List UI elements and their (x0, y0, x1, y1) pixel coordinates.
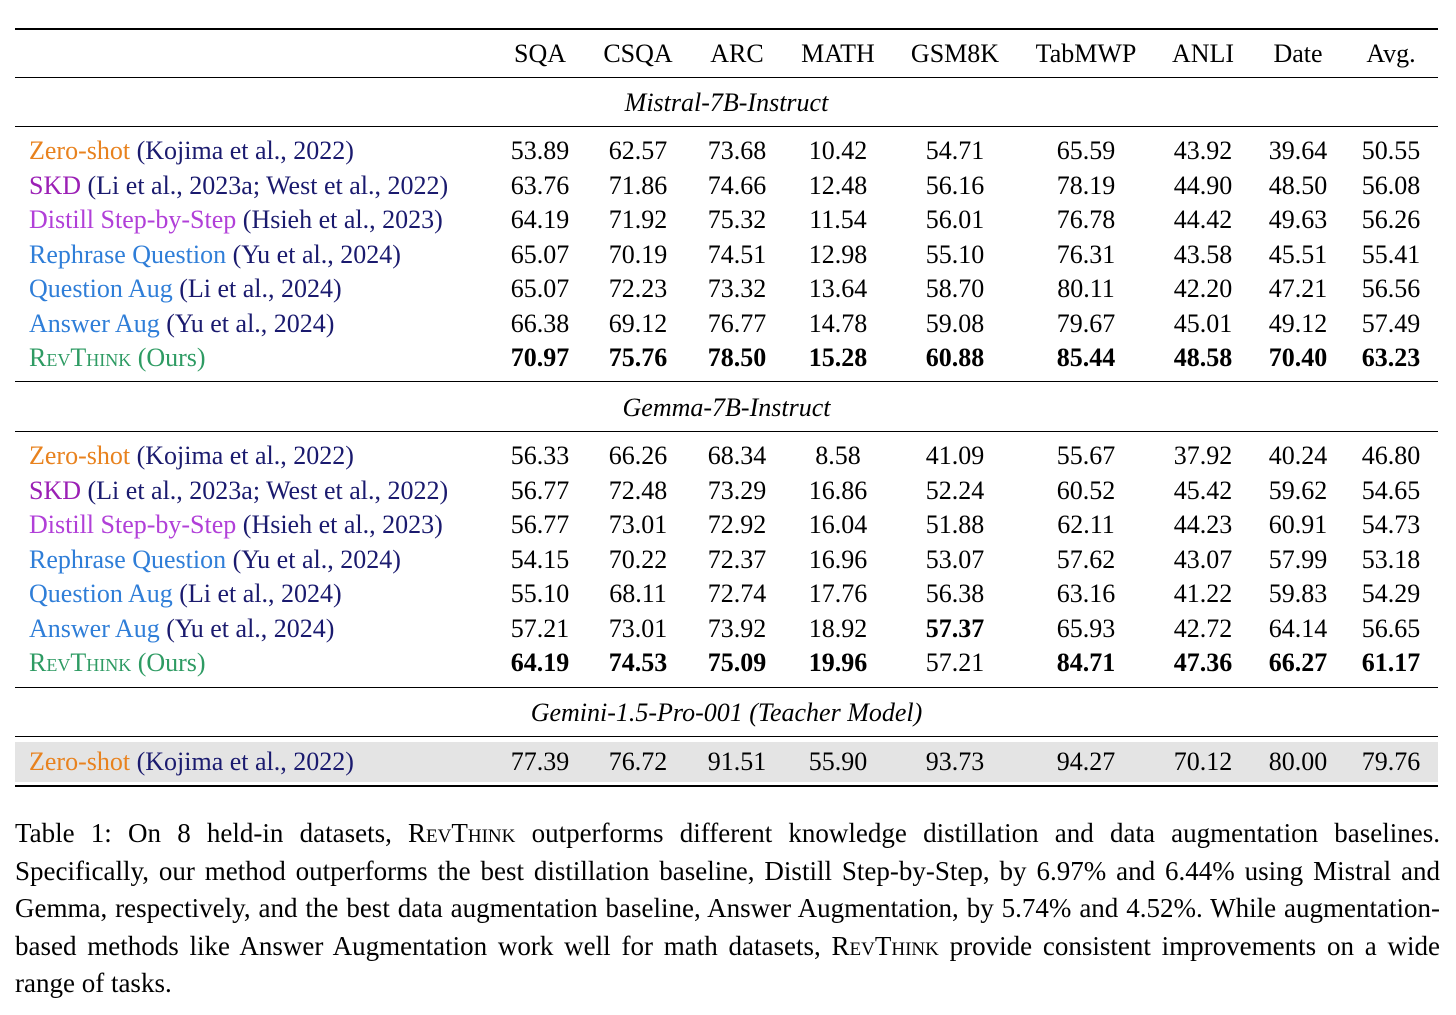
method-name: Rephrase Question (29, 239, 227, 269)
value-cell: 73.29 (707, 475, 767, 505)
table-row (15, 439, 1438, 473)
value-cell: 76.31 (1056, 239, 1116, 269)
value-cell: 54.73 (1361, 510, 1421, 539)
value-cell: 64.14 (1268, 613, 1328, 643)
table-rule (15, 785, 1438, 787)
value-cell: 45.01 (1173, 308, 1233, 338)
method-name: Zero-shot (29, 441, 131, 470)
value-cell: 45.42 (1173, 475, 1233, 505)
table-row (15, 203, 1438, 237)
value-cell: 72.74 (707, 579, 767, 608)
value-cell: 57.21 (925, 648, 985, 677)
method-name: Question Aug (29, 579, 173, 608)
value-cell: 42.72 (1173, 613, 1233, 643)
value-cell: 18.92 (808, 613, 868, 643)
value-cell: 91.51 (707, 747, 767, 776)
method-cell (29, 238, 401, 272)
value-cell: 78.50 (707, 343, 767, 372)
method-cell (29, 745, 354, 779)
method-name: RevThink (408, 818, 516, 848)
citation: (Yu et al., 2024) (166, 308, 335, 338)
citation: (Ours) (137, 648, 206, 677)
method-cell (29, 474, 448, 508)
table-row (15, 272, 1438, 306)
value-cell: 73.01 (608, 613, 668, 643)
value-cell: 56.38 (925, 579, 985, 608)
value-cell: 68.34 (707, 441, 767, 470)
value-cell: 74.51 (707, 239, 767, 269)
method-name: Zero-shot (29, 136, 131, 165)
group-title: Gemma-7B-Instruct (622, 393, 831, 422)
value-cell: 47.36 (1173, 648, 1233, 677)
table-caption (15, 815, 1440, 1003)
value-cell: 64.19 (510, 648, 570, 677)
value-cell: 75.76 (608, 343, 668, 372)
table-rule (15, 687, 1438, 688)
value-cell: 78.19 (1056, 170, 1116, 200)
value-cell: 72.92 (707, 510, 767, 539)
value-cell: 76.72 (608, 747, 668, 776)
value-cell: 52.24 (925, 475, 985, 505)
caption-text: On 8 held-in datasets, (128, 818, 409, 848)
value-cell: 75.09 (707, 648, 767, 677)
value-cell: 70.22 (608, 544, 668, 574)
table-row (15, 474, 1438, 508)
method-cell (29, 169, 448, 203)
citation: (Kojima et al., 2022) (136, 441, 354, 470)
method-name: Distill Step-by-Step (29, 510, 237, 539)
value-cell: 46.80 (1361, 441, 1421, 470)
value-cell: 48.50 (1268, 170, 1328, 200)
value-cell: 11.54 (809, 205, 867, 234)
value-cell: 65.07 (510, 239, 570, 269)
value-cell: 73.32 (707, 274, 767, 303)
value-cell: 55.41 (1361, 239, 1421, 269)
method-name: Distill Step-by-Step (29, 205, 237, 234)
value-cell: 15.28 (808, 343, 868, 372)
value-cell: 53.07 (925, 544, 985, 574)
value-cell: 57.37 (925, 613, 985, 643)
value-cell: 37.92 (1173, 441, 1233, 470)
method-cell (29, 508, 443, 542)
table-row (15, 307, 1438, 341)
value-cell: 66.27 (1268, 648, 1328, 677)
value-cell: 70.97 (510, 343, 570, 372)
value-cell: 73.01 (608, 510, 668, 539)
table-row (15, 577, 1438, 611)
value-cell: 63.16 (1056, 579, 1116, 608)
method-cell (29, 307, 334, 341)
value-cell: 56.08 (1361, 170, 1421, 200)
caption-text: outperforms different knowledge distillation and data augmentation baselines. Specifically, our method outperforms the best distillation baseline, Distill Step-by-Step, by 6.97% and 6.44% using Mistral and Gemma, respectively, and the best data augmentation baseline, Answer Augmentation, by 5.74% and 4.52%. While augmentation-based methods like Answer Augmentation work well for math datasets, (15, 818, 1441, 961)
caption-label: Table 1: (15, 818, 112, 848)
table-row (15, 134, 1438, 168)
table-row (15, 341, 1438, 375)
value-cell: 48.58 (1173, 343, 1233, 372)
value-cell: 55.90 (808, 747, 868, 776)
value-cell: 73.92 (707, 613, 767, 643)
table-rule (15, 736, 1438, 737)
value-cell: 12.98 (808, 239, 868, 269)
value-cell: 59.62 (1268, 475, 1328, 505)
method-cell (29, 646, 206, 680)
value-cell: 59.08 (925, 308, 985, 338)
value-cell: 71.92 (608, 205, 668, 234)
value-cell: 70.12 (1173, 747, 1233, 776)
table-row (15, 238, 1438, 272)
column-header: CSQA (603, 39, 673, 68)
value-cell: 93.73 (925, 747, 985, 776)
value-cell: 60.52 (1056, 475, 1116, 505)
value-cell: 56.16 (925, 170, 985, 200)
value-cell: 75.32 (707, 205, 767, 234)
value-cell: 55.10 (925, 239, 985, 269)
column-header: MATH (801, 39, 875, 68)
value-cell: 56.56 (1361, 274, 1421, 303)
table-row (15, 508, 1438, 542)
column-header: SQA (513, 39, 566, 68)
citation: (Li et al., 2023a; West et al., 2022) (87, 170, 449, 200)
value-cell: 54.15 (510, 544, 570, 574)
value-cell: 57.99 (1268, 544, 1328, 574)
citation: (Yu et al., 2024) (232, 544, 401, 574)
value-cell: 58.70 (925, 274, 985, 303)
value-cell: 72.48 (608, 475, 668, 505)
citation: (Li et al., 2023a; West et al., 2022) (87, 475, 449, 505)
citation: (Li et al., 2024) (179, 579, 342, 608)
value-cell: 54.29 (1361, 579, 1421, 608)
value-cell: 74.66 (707, 170, 767, 200)
value-cell: 62.11 (1057, 510, 1115, 539)
value-cell: 44.23 (1173, 510, 1233, 539)
value-cell: 42.20 (1173, 274, 1233, 303)
column-header: GSM8K (910, 39, 1000, 68)
value-cell: 56.77 (510, 475, 570, 505)
value-cell: 10.42 (808, 136, 868, 165)
value-cell: 41.09 (925, 441, 985, 470)
method-cell (29, 577, 342, 611)
table-row (15, 612, 1438, 646)
method-name: Question Aug (29, 274, 173, 303)
value-cell: 17.76 (808, 579, 868, 608)
method-name: SKD (29, 475, 82, 505)
value-cell: 57.49 (1361, 308, 1421, 338)
value-cell: 43.92 (1173, 136, 1233, 165)
value-cell: 94.27 (1056, 747, 1116, 776)
value-cell: 63.23 (1361, 343, 1421, 372)
value-cell: 13.64 (808, 274, 868, 303)
method-cell (29, 134, 354, 168)
value-cell: 79.67 (1056, 308, 1116, 338)
value-cell: 84.71 (1056, 648, 1116, 677)
citation: (Kojima et al., 2022) (136, 747, 354, 776)
group-title: Mistral-7B-Instruct (624, 88, 829, 117)
value-cell: 56.77 (510, 510, 570, 539)
value-cell: 40.24 (1268, 441, 1328, 470)
value-cell: 60.88 (925, 343, 985, 372)
value-cell: 12.48 (808, 170, 868, 200)
value-cell: 66.38 (510, 308, 570, 338)
value-cell: 76.78 (1056, 205, 1116, 234)
value-cell: 68.11 (609, 579, 667, 608)
value-cell: 45.51 (1268, 239, 1328, 269)
value-cell: 64.19 (510, 205, 570, 234)
table-row (15, 543, 1438, 577)
value-cell: 55.67 (1056, 441, 1116, 470)
citation: (Ours) (137, 343, 206, 372)
value-cell: 43.58 (1173, 239, 1233, 269)
method-name: Rephrase Question (29, 544, 227, 574)
value-cell: 72.37 (707, 544, 767, 574)
value-cell: 53.89 (510, 136, 570, 165)
value-cell: 71.86 (608, 170, 668, 200)
column-header: Avg. (1366, 39, 1416, 68)
value-cell: 62.57 (608, 136, 668, 165)
value-cell: 56.33 (510, 441, 570, 470)
value-cell: 70.19 (608, 239, 668, 269)
value-cell: 49.63 (1268, 205, 1328, 234)
value-cell: 80.00 (1268, 747, 1328, 776)
value-cell: 55.10 (510, 579, 570, 608)
value-cell: 49.12 (1268, 308, 1328, 338)
method-cell (29, 543, 401, 577)
method-name: SKD (29, 170, 82, 200)
value-cell: 16.96 (808, 544, 868, 574)
value-cell: 65.07 (510, 274, 570, 303)
method-cell (29, 272, 342, 306)
citation: (Li et al., 2024) (179, 274, 342, 303)
citation: (Kojima et al., 2022) (136, 136, 354, 165)
value-cell: 74.53 (608, 648, 668, 677)
value-cell: 16.86 (808, 475, 868, 505)
table-rule (15, 431, 1438, 432)
value-cell: 43.07 (1173, 544, 1233, 574)
value-cell: 85.44 (1056, 343, 1116, 372)
group-title: Gemini-1.5-Pro-001 (Teacher Model) (530, 698, 923, 727)
value-cell: 8.58 (815, 441, 861, 470)
citation: (Hsieh et al., 2023) (242, 205, 443, 234)
value-cell: 79.76 (1361, 747, 1421, 776)
method-name: Answer Aug (29, 308, 160, 338)
value-cell: 54.71 (925, 136, 985, 165)
column-header: ARC (710, 39, 764, 68)
method-name: Zero-shot (29, 747, 131, 776)
table-row (15, 742, 1438, 782)
value-cell: 56.26 (1361, 205, 1421, 234)
value-cell: 56.01 (925, 205, 985, 234)
method-name: RevThink (29, 343, 132, 372)
column-header: ANLI (1171, 39, 1235, 68)
value-cell: 47.21 (1268, 274, 1328, 303)
value-cell: 19.96 (808, 648, 868, 677)
value-cell: 51.88 (925, 510, 985, 539)
value-cell: 73.68 (707, 136, 767, 165)
value-cell: 14.78 (808, 308, 868, 338)
value-cell: 16.04 (808, 510, 868, 539)
value-cell: 44.42 (1173, 205, 1233, 234)
value-cell: 72.23 (608, 274, 668, 303)
value-cell: 70.40 (1268, 343, 1328, 372)
value-cell: 44.90 (1173, 170, 1233, 200)
method-cell (29, 341, 206, 375)
column-header: TabMWP (1035, 39, 1137, 68)
value-cell: 65.93 (1056, 613, 1116, 643)
value-cell: 80.11 (1057, 274, 1115, 303)
method-name: RevThink (29, 648, 132, 677)
citation: (Hsieh et al., 2023) (242, 510, 443, 539)
method-cell (29, 203, 443, 237)
value-cell: 65.59 (1056, 136, 1116, 165)
value-cell: 76.77 (707, 308, 767, 338)
value-cell: 53.18 (1361, 544, 1421, 574)
caption-text: provide consistent improvements on a wide range of tasks. (15, 930, 1440, 998)
value-cell: 56.65 (1361, 613, 1421, 643)
citation: (Yu et al., 2024) (166, 613, 335, 643)
column-header: Date (1273, 39, 1323, 68)
value-cell: 54.65 (1361, 475, 1421, 505)
table-rule (15, 28, 1438, 30)
table-rule (15, 381, 1438, 382)
value-cell: 77.39 (510, 747, 570, 776)
table-row (15, 646, 1438, 680)
value-cell: 57.62 (1056, 544, 1116, 574)
method-cell (29, 612, 334, 646)
citation: (Yu et al., 2024) (232, 239, 401, 269)
table-rule (15, 77, 1438, 78)
value-cell: 60.91 (1268, 510, 1328, 539)
value-cell: 69.12 (608, 308, 668, 338)
value-cell: 59.83 (1268, 579, 1328, 608)
method-cell (29, 439, 354, 473)
value-cell: 61.17 (1361, 648, 1421, 677)
value-cell: 57.21 (510, 613, 570, 643)
table-row (15, 169, 1438, 203)
value-cell: 50.55 (1361, 136, 1421, 165)
table-rule (15, 126, 1438, 127)
value-cell: 66.26 (608, 441, 668, 470)
method-name: RevThink (831, 930, 939, 961)
method-name: Answer Aug (29, 613, 160, 643)
value-cell: 41.22 (1173, 579, 1233, 608)
value-cell: 63.76 (510, 170, 570, 200)
value-cell: 39.64 (1268, 136, 1328, 165)
